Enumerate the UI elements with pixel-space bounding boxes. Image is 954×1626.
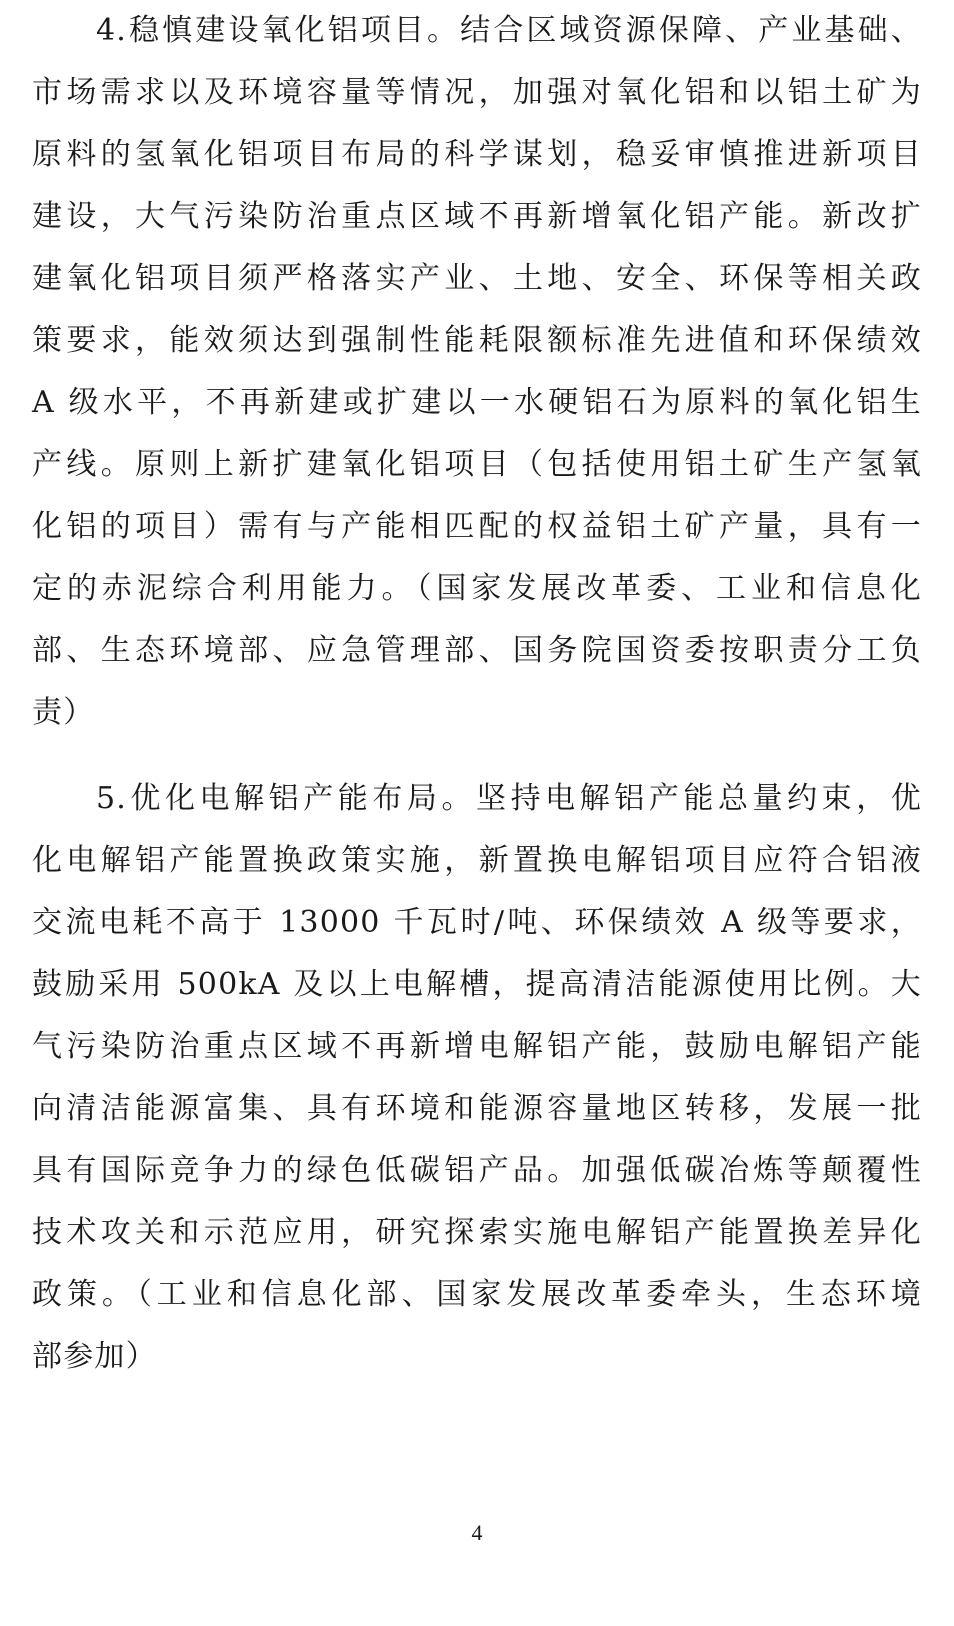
paragraph-line: 交流电耗不高于 13000 千瓦时/吨、环保绩效 A 级等要求，	[32, 905, 922, 940]
paragraph-line: 技术攻关和示范应用，研究探索实施电解铝产能置换差异化	[32, 1215, 922, 1250]
paragraph-line: 建设，大气污染防治重点区域不再新增氧化铝产能。新改扩	[32, 199, 922, 234]
paragraph-line: 部、生态环境部、应急管理部、国务院国资委按职责分工负	[32, 633, 922, 668]
paragraph-line: 原料的氢氧化铝项目布局的科学谋划，稳妥审慎推进新项目	[32, 137, 922, 172]
paragraph-line: 部参加）	[32, 1339, 157, 1374]
paragraph-line: A 级水平，不再新建或扩建以一水硬铝石为原料的氧化铝生	[32, 385, 922, 420]
paragraph-line: 5.优化电解铝产能布局。坚持电解铝产能总量约束，优	[96, 781, 922, 816]
paragraph-line: 政策。（工业和信息化部、国家发展改革委牵头，生态环境	[32, 1277, 922, 1312]
paragraph-line: 4.稳慎建设氧化铝项目。结合区域资源保障、产业基础、	[96, 13, 922, 48]
paragraph-line: 定的赤泥综合利用能力。（国家发展改革委、工业和信息化	[32, 571, 922, 606]
paragraph-line: 产线。原则上新扩建氧化铝项目（包括使用铝土矿生产氢氧	[32, 447, 922, 482]
paragraph-line: 化铝的项目）需有与产能相匹配的权益铝土矿产量，具有一	[32, 509, 922, 544]
paragraph-line: 气污染防治重点区域不再新增电解铝产能，鼓励电解铝产能	[32, 1029, 922, 1064]
paragraph-line: 鼓励采用 500kA 及以上电解槽，提高清洁能源使用比例。大	[32, 967, 922, 1002]
paragraph-line: 向清洁能源富集、具有环境和能源容量地区转移，发展一批	[32, 1091, 922, 1126]
paragraph-line: 责）	[32, 695, 95, 730]
paragraph-line: 建氧化铝项目须严格落实产业、土地、安全、环保等相关政	[32, 261, 922, 296]
paragraph-line: 策要求，能效须达到强制性能耗限额标准先进值和环保绩效	[32, 323, 922, 358]
paragraph-line: 市场需求以及环境容量等情况，加强对氧化铝和以铝土矿为	[32, 75, 922, 110]
paragraph-line: 具有国际竞争力的绿色低碳铝产品。加强低碳冶炼等颠覆性	[32, 1153, 922, 1188]
page-number: 4	[471, 1520, 483, 1545]
paragraph-line: 化电解铝产能置换政策实施，新置换电解铝项目应符合铝液	[32, 843, 922, 878]
